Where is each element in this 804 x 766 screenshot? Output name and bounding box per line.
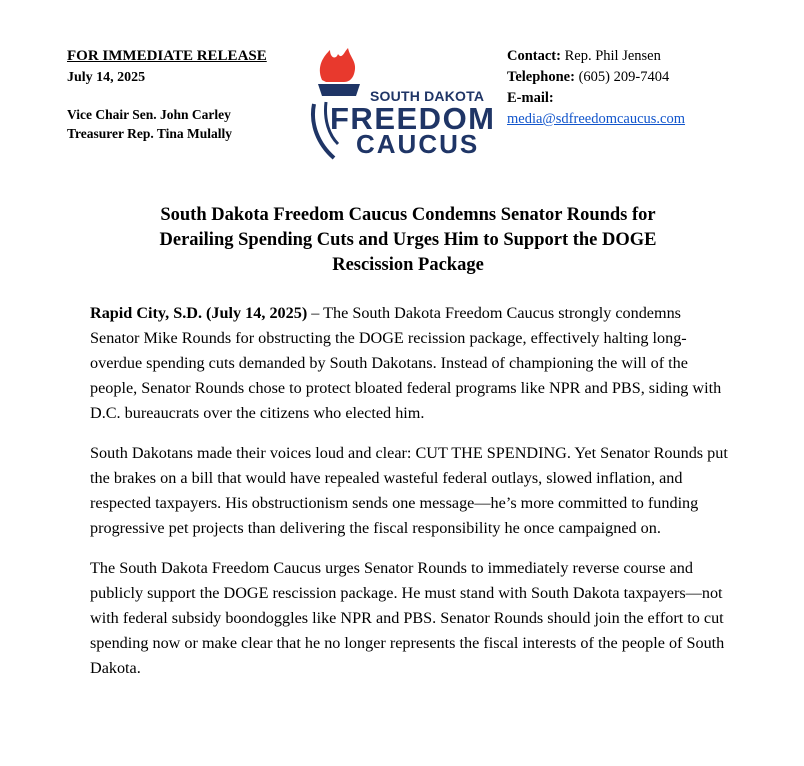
paragraph-1: [90, 301, 730, 426]
header-left: [67, 46, 267, 143]
email-link-line: [507, 109, 685, 130]
headline-line-2: Derailing Spending Cuts and Urges Him to Support the DOGE: [159, 230, 657, 250]
torch-bowl: [318, 84, 360, 96]
headline-line-3: Rescission Package: [332, 255, 484, 275]
contact-value: Rep. Phil Jensen: [564, 48, 661, 64]
telephone-label: Telephone:: [507, 69, 575, 85]
officers: [67, 105, 267, 143]
paragraph-2: South Dakotans made their voices loud and clear: CUT THE SPENDING. Yet Senator Rounds put the brakes on a bill that would have repealed wasteful federal outlays, slowed inflation, and respected taxpayers. His obstructionism sends one message—he’s more committed to funding progressive pet projects than delivering the fiscal responsibility he once campaigned on.: [90, 444, 728, 537]
email-link[interactable]: media@sdfreedomcaucus.com: [507, 111, 686, 127]
treasurer: Treasurer Rep. Tina Mulally: [67, 126, 233, 141]
telephone-line: [507, 67, 685, 88]
contact-label: Contact:: [507, 48, 561, 64]
flame-shape: [320, 48, 355, 82]
press-release-headline: [90, 203, 726, 278]
logo-line-freedom: FREEDOM: [330, 101, 496, 136]
logo-line-south-dakota: SOUTH DAKOTA: [370, 88, 485, 104]
paragraph-1-text: – The South Dakota Freedom Caucus strongly condemns Senator Mike Rounds for obstructing the DOGE recission package, effectively halting long-overdue spending cuts demanded by South Dakotans. Instead of championing the will of the people, Senator Rounds chose to protect bloated federal programs like NPR and PBS, siding with D.C. bureaucrats over the citizens who elected him.: [90, 304, 722, 422]
vice-chair: Vice Chair Sen. John Carley: [67, 107, 231, 122]
paragraph-3: The South Dakota Freedom Caucus urges Senator Rounds to immediately reverse course and publicly support the DOGE rescission package. He must stand with South Dakota taxpayers—not with federal subsidy boondoggles like NPR and PBS. Senator Rounds should join the effort to cut spending now or make clear that he no longer represents the fiscal interests of the people of South Dakota.: [90, 559, 725, 677]
telephone-value: (605) 209-7404: [578, 69, 670, 85]
contact-block: [507, 46, 685, 130]
release-date: July 14, 2025: [67, 70, 146, 85]
press-release-body: [90, 301, 730, 696]
release-label: FOR IMMEDIATE RELEASE: [67, 48, 267, 64]
email-label: E-mail:: [507, 90, 554, 106]
logo-line-caucus: CAUCUS: [356, 129, 480, 159]
dateline: Rapid City, S.D. (July 14, 2025): [90, 304, 308, 322]
contact-line: [507, 46, 685, 67]
email-line: [507, 88, 685, 109]
headline-line-1: South Dakota Freedom Caucus Condemns Senator Rounds for: [160, 205, 656, 225]
